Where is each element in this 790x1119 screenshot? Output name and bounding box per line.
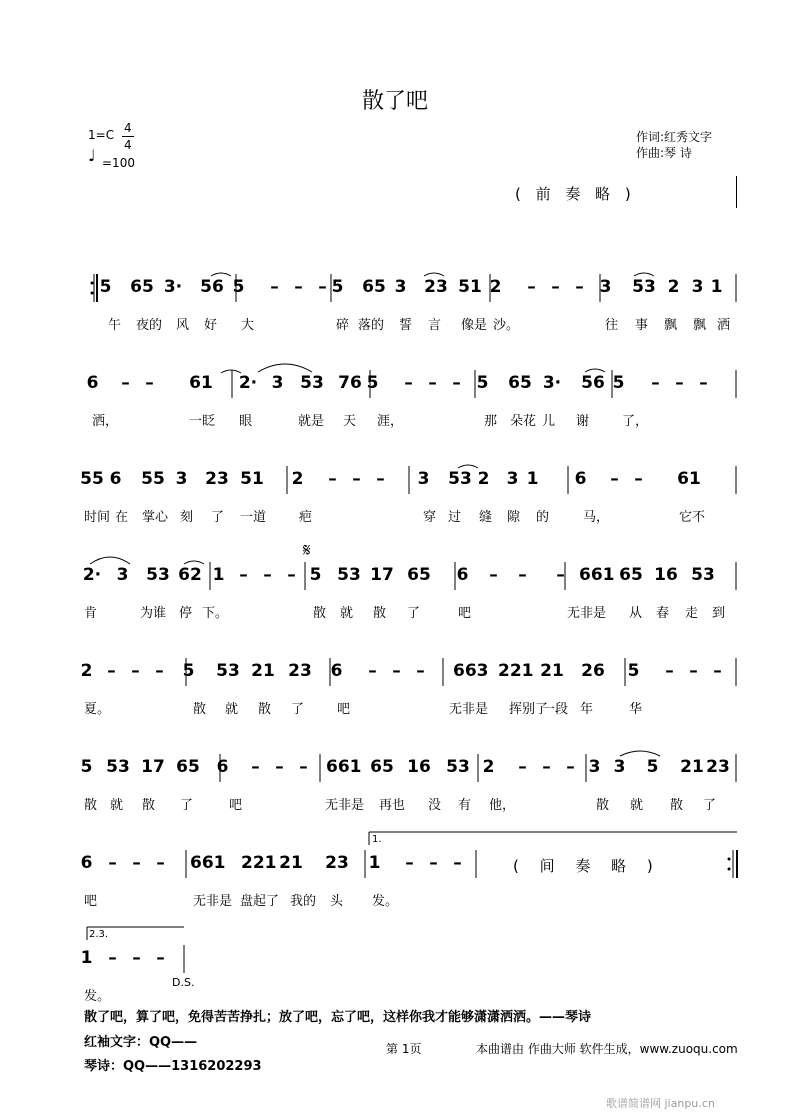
footer-line-1: 散了吧，算了吧，免得苦苦挣扎；放了吧，忘了吧，这样你我才能够潇潇洒洒。——琴诗 — [84, 1010, 592, 1025]
note: 2· — [238, 373, 258, 393]
lyric-word: 朵花 — [510, 414, 537, 429]
note: 3 — [175, 469, 188, 489]
note: 23 — [424, 277, 448, 297]
lyric-word: 散 — [84, 798, 98, 813]
note: – — [489, 565, 498, 585]
note: – — [452, 373, 461, 393]
lyric-word: 隙 — [507, 510, 521, 525]
lyric-word: 一段 — [542, 702, 569, 717]
lyric-word: 飘 — [664, 318, 678, 333]
lyric-word: 刻 — [180, 510, 194, 525]
note: 1 — [368, 853, 381, 873]
lyric-word: 的 — [536, 510, 550, 525]
lyric-word: 发。 — [84, 989, 111, 1004]
note: – — [294, 277, 303, 297]
note: – — [131, 661, 140, 681]
note: 5 — [232, 277, 245, 297]
note: 21 — [540, 661, 564, 681]
note: – — [551, 277, 560, 297]
note: 3 — [613, 757, 626, 777]
volta-2-3: 2.3. — [89, 929, 109, 940]
note: – — [699, 373, 708, 393]
note: 62 — [178, 565, 202, 585]
note: 5 — [99, 277, 112, 297]
note: – — [121, 373, 130, 393]
lyric-word: 吧 — [229, 798, 243, 813]
note: – — [518, 565, 527, 585]
note: 21 — [279, 853, 303, 873]
note: – — [155, 661, 164, 681]
note: – — [392, 661, 401, 681]
lyric-word: 散 — [193, 702, 207, 717]
note: – — [107, 661, 116, 681]
lyric-word: 无非是 — [567, 606, 607, 621]
note: 5 — [182, 661, 195, 681]
note: 23 — [325, 853, 349, 873]
lyric-word: 在 — [115, 510, 129, 525]
lyric-word: 天 — [343, 414, 357, 429]
note: 53 — [300, 373, 324, 393]
lyric-word: 了， — [622, 414, 649, 429]
page-number: 第 1页 — [386, 1042, 422, 1056]
lyric-word: 从 — [629, 606, 643, 621]
note: 53 — [632, 277, 656, 297]
note: – — [713, 661, 722, 681]
lyric-word: 言 — [428, 318, 442, 333]
note: 65 — [619, 565, 643, 585]
note: 6 — [216, 757, 229, 777]
note: 21 — [251, 661, 275, 681]
note: 2 — [482, 757, 495, 777]
lyric-word: 挥别了 — [509, 702, 549, 717]
lyric-word: 再也 — [379, 798, 406, 813]
note: 3 — [394, 277, 407, 297]
lyric-word: 停 — [179, 606, 193, 621]
lyric-word: 儿 — [542, 414, 556, 429]
lyric-word: 午 — [108, 318, 122, 333]
note: – — [527, 277, 536, 297]
note: 5 — [627, 661, 640, 681]
note: – — [368, 661, 377, 681]
lyric-word: 事 — [635, 318, 649, 333]
lyric-word: 无非是 — [449, 702, 489, 717]
note: 661 — [579, 565, 615, 585]
lyric-word: 散 — [258, 702, 272, 717]
note: 6 — [330, 661, 343, 681]
lyric-word: 我的 — [290, 894, 317, 909]
lyric-word: 飘 — [693, 318, 707, 333]
lyric-word: 下。 — [202, 606, 229, 621]
lyric-word: 盘起了 — [240, 894, 280, 909]
lyric-word: 散 — [313, 606, 327, 621]
lyric-word: 好 — [204, 318, 218, 333]
lyric-word: 夜的 — [136, 318, 163, 333]
note: 65 — [407, 565, 431, 585]
note: 56 — [200, 277, 224, 297]
note: 5 — [80, 757, 93, 777]
lyric-word: 大 — [241, 318, 255, 333]
lyric-word: 年 — [580, 702, 594, 717]
lyric-word: 穿 — [423, 510, 437, 525]
time-numerator: 4 — [124, 121, 132, 135]
lyric-word: 为谁 — [140, 606, 167, 621]
lyric-word: 马， — [583, 510, 610, 525]
key-signature: 1=C — [88, 128, 115, 142]
note: 51 — [458, 277, 482, 297]
note: 61 — [189, 373, 213, 393]
lyric-word: 发。 — [372, 894, 399, 909]
note: 3 — [271, 373, 284, 393]
note: 51 — [240, 469, 264, 489]
note: 53 — [216, 661, 240, 681]
lyric-word: 一道 — [240, 510, 267, 525]
lyric-word: 了 — [291, 702, 305, 717]
note: 5 — [309, 565, 322, 585]
note: – — [453, 853, 462, 873]
note: 56 — [581, 373, 605, 393]
note: 53 — [691, 565, 715, 585]
lyric-word: 华 — [629, 702, 643, 717]
lyric-word: 肯 — [84, 606, 98, 621]
lyric-word: 散 — [670, 798, 684, 813]
lyric-word: 就 — [340, 606, 354, 621]
note: – — [416, 661, 425, 681]
note: 76 — [338, 373, 362, 393]
note: – — [429, 853, 438, 873]
time-denominator: 4 — [124, 138, 132, 152]
note: 17 — [141, 757, 165, 777]
lyric-word: 散 — [142, 798, 156, 813]
lyric-word: 疤 — [299, 510, 313, 525]
note: – — [108, 853, 117, 873]
note: 6 — [86, 373, 99, 393]
lyric-word: 散 — [373, 606, 387, 621]
lyric-word: 吧 — [337, 702, 351, 717]
lyric-word: 无非是 — [193, 894, 233, 909]
note: 2 — [667, 277, 680, 297]
note: 5 — [366, 373, 379, 393]
lyric-word: 缝 — [479, 510, 493, 525]
note: 1 — [710, 277, 723, 297]
note: 55 — [141, 469, 165, 489]
note: 65 — [362, 277, 386, 297]
note: – — [132, 948, 141, 968]
note: 53 — [448, 469, 472, 489]
note: 65 — [508, 373, 532, 393]
note: 3 — [588, 757, 601, 777]
note: – — [518, 757, 527, 777]
note: – — [376, 469, 385, 489]
lyric-word: 掌心 — [142, 510, 169, 525]
note: – — [566, 757, 575, 777]
note: 5 — [646, 757, 659, 777]
lyric-word: 就 — [630, 798, 644, 813]
note: 61 — [677, 469, 701, 489]
lyric-word: 散 — [596, 798, 610, 813]
note: 661 — [190, 853, 226, 873]
note: 53 — [106, 757, 130, 777]
note: 5 — [612, 373, 625, 393]
note: – — [542, 757, 551, 777]
note: 21 — [680, 757, 704, 777]
page-title: 散了吧 — [361, 89, 428, 114]
note: 3 — [691, 277, 704, 297]
note: – — [132, 853, 141, 873]
note: 661 — [326, 757, 362, 777]
note: 5 — [331, 277, 344, 297]
lyric-word: 了 — [703, 798, 717, 813]
lyric-word: 到 — [712, 606, 726, 621]
lyricist: 作词:红秀文字 — [636, 130, 713, 144]
note: 221 — [241, 853, 277, 873]
lyric-word: 了 — [180, 798, 194, 813]
lyric-word: 头 — [330, 894, 344, 909]
lyric-word: 沙。 — [493, 318, 520, 333]
lyric-word: 洒， — [92, 414, 119, 429]
lyric-word: 有 — [458, 798, 472, 813]
note: 16 — [654, 565, 678, 585]
lyric-word: 眼 — [239, 414, 253, 429]
lyric-word: 无非是 — [325, 798, 365, 813]
note: 3 — [116, 565, 129, 585]
note: – — [270, 277, 279, 297]
watermark: 歌谱简谱网 jianpu.cn — [606, 1097, 715, 1110]
lyric-word: 像是 — [461, 318, 488, 333]
footer-line-3: 琴诗：QQ——1316202293 — [84, 1059, 262, 1074]
note: 16 — [407, 757, 431, 777]
note: 6 — [109, 469, 122, 489]
footer-line-2: 红袖文字：QQ—— — [84, 1035, 198, 1050]
lyric-word: 时间 — [84, 510, 111, 525]
note: 2 — [477, 469, 490, 489]
note: – — [556, 565, 565, 585]
note: 23 — [706, 757, 730, 777]
lyric-word: 碎 — [336, 318, 350, 333]
composer: 作曲:琴 诗 — [636, 146, 692, 160]
lyric-word: 一眨 — [189, 414, 216, 429]
note: 2 — [489, 277, 502, 297]
note: 65 — [130, 277, 154, 297]
volta-1: 1. — [372, 834, 382, 845]
note: 2 — [291, 469, 304, 489]
note: 1 — [212, 565, 225, 585]
note: 3· — [163, 277, 183, 297]
note: – — [352, 469, 361, 489]
lyric-word: 夏。 — [84, 702, 111, 717]
lyric-word: 了 — [407, 606, 421, 621]
note: – — [575, 277, 584, 297]
note: 2 — [80, 661, 93, 681]
lyric-word: 就 — [225, 702, 239, 717]
note: – — [156, 853, 165, 873]
segno-icon: 𝄋 — [303, 540, 311, 561]
note: 6 — [574, 469, 587, 489]
note: 26 — [581, 661, 605, 681]
note: 1 — [526, 469, 539, 489]
note: – — [689, 661, 698, 681]
note: 2· — [82, 565, 102, 585]
intro-note: ( 前 奏 略 ) — [515, 185, 631, 203]
lyric-word: 走 — [685, 606, 699, 621]
note: – — [634, 469, 643, 489]
lyric-word: 就是 — [298, 414, 325, 429]
lyric-word: 了 — [211, 510, 225, 525]
lyric-word: 誓 — [399, 318, 413, 333]
note: 3 — [599, 277, 612, 297]
lyric-word: 往 — [605, 318, 619, 333]
lyric-word: 没 — [428, 798, 442, 813]
note: – — [405, 853, 414, 873]
note: 5 — [476, 373, 489, 393]
lyric-word: 吧 — [458, 606, 472, 621]
note: – — [328, 469, 337, 489]
lyric-word: 洒 — [717, 318, 731, 333]
tempo: =100 — [102, 156, 135, 170]
note: – — [665, 661, 674, 681]
note: – — [145, 373, 154, 393]
lyric-word: 吧 — [84, 894, 98, 909]
note: – — [156, 948, 165, 968]
note: 663 — [453, 661, 489, 681]
lyric-word: 那 — [484, 414, 498, 429]
note: 6 — [80, 853, 93, 873]
note: – — [675, 373, 684, 393]
lyric-word: 涯， — [377, 414, 404, 429]
note: 1 — [80, 948, 93, 968]
ds-mark: D.S. — [172, 976, 195, 989]
note: 6 — [456, 565, 469, 585]
note: – — [263, 565, 272, 585]
note: 23 — [288, 661, 312, 681]
note: 221 — [498, 661, 534, 681]
lyric-word: 春 — [656, 606, 670, 621]
note: 53 — [146, 565, 170, 585]
quarter-note-icon: ♩ — [88, 146, 96, 165]
lyric-word: 他， — [489, 798, 516, 813]
note: – — [318, 277, 327, 297]
note: 17 — [370, 565, 394, 585]
lyric-word: 落的 — [358, 318, 385, 333]
note: – — [299, 757, 308, 777]
interlude-note: ( 间 奏 略 ) — [513, 857, 653, 875]
lyric-word: 它不 — [679, 510, 706, 525]
note: 65 — [176, 757, 200, 777]
lyric-word: 风 — [176, 318, 190, 333]
note: – — [651, 373, 660, 393]
note: – — [275, 757, 284, 777]
note: 53 — [446, 757, 470, 777]
note: 3· — [542, 373, 562, 393]
note: 3 — [417, 469, 430, 489]
note: – — [428, 373, 437, 393]
lyric-word: 谢 — [576, 414, 590, 429]
note: – — [404, 373, 413, 393]
generator-credit: 本曲谱由 作曲大师 软件生成，www.zuoqu.com — [476, 1042, 738, 1056]
note: 3 — [506, 469, 519, 489]
note: – — [610, 469, 619, 489]
lyric-word: 就 — [110, 798, 124, 813]
note: 65 — [370, 757, 394, 777]
note: – — [108, 948, 117, 968]
note: 55 — [80, 469, 104, 489]
lyric-word: 过 — [448, 510, 462, 525]
note: – — [251, 757, 260, 777]
note: 23 — [205, 469, 229, 489]
note: – — [287, 565, 296, 585]
note: – — [239, 565, 248, 585]
note: 53 — [337, 565, 361, 585]
